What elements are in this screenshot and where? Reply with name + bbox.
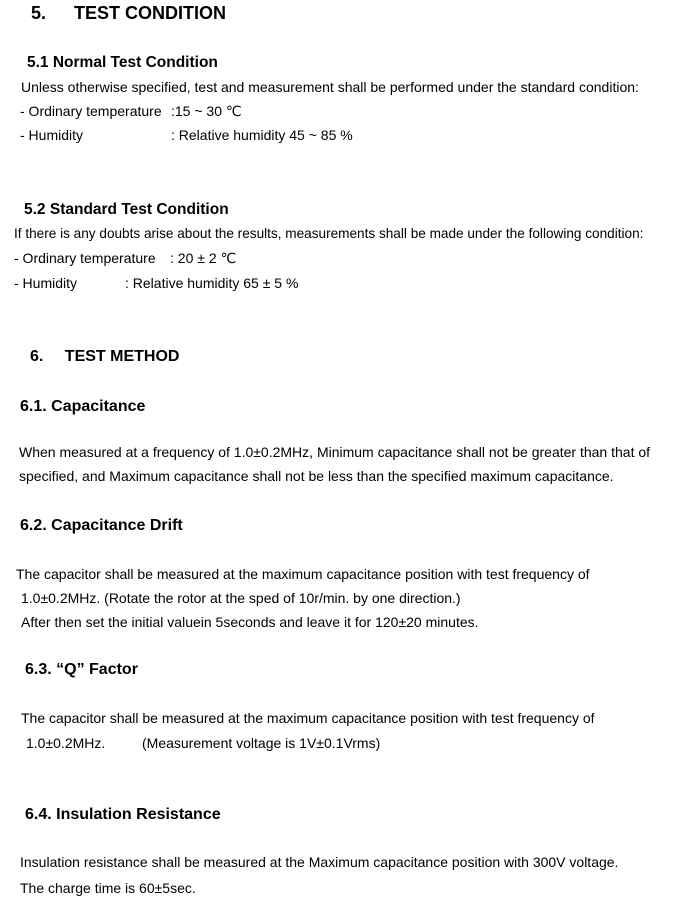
subsection-5-1-heading: 5.1 Normal Test Condition: [27, 54, 218, 71]
normal-temp-label: - Ordinary temperature: [20, 103, 162, 119]
subsection-6-3-line-2a: 1.0±0.2MHz.: [26, 735, 106, 751]
subsection-6-4-line-1: Insulation resistance shall be measured at the Maximum capacitance position with 300V voltage.: [20, 854, 619, 870]
subsection-6-3-line-2b: (Measurement voltage is 1V±0.1Vrms): [142, 735, 381, 751]
subsection-6-4-line-2: The charge time is 60±5sec.: [20, 880, 196, 896]
subsection-6-2-line-2: 1.0±0.2MHz. (Rotate the rotor at the sped of 10r/min. by one direction.): [21, 590, 461, 606]
section-5-heading: [31, 3, 226, 23]
standard-humidity-label: - Humidity: [14, 275, 78, 291]
normal-humidity-label: - Humidity: [20, 127, 84, 143]
subsection-6-3-heading: 6.3. “Q” Factor: [25, 661, 138, 678]
subsection-6-1-heading: 6.1. Capacitance: [20, 398, 146, 415]
subsection-6-4-heading: 6.4. Insulation Resistance: [25, 806, 221, 823]
standard-temp-value: : 20 ± 2 ℃: [170, 250, 237, 266]
subsection-5-1-intro: Unless otherwise specified, test and measurement shall be performed under the standard condition:: [21, 79, 639, 95]
section-6-number: 6.: [30, 348, 44, 365]
subsection-6-1-line-1: When measured at a frequency of 1.0±0.2MHz, Minimum capacitance shall not be greater than that of: [19, 444, 651, 460]
section-5-title: TEST CONDITION: [74, 3, 227, 23]
section-6-title: TEST METHOD: [64, 348, 180, 365]
subsection-6-3-line-1: The capacitor shall be measured at the maximum capacitance position with test frequency of: [21, 710, 595, 726]
subsection-5-2-heading: 5.2 Standard Test Condition: [24, 201, 229, 218]
subsection-6-2-line-3: After then set the initial valuein 5seconds and leave it for 120±20 minutes.: [21, 614, 479, 630]
normal-humidity-value: : Relative humidity 45 ~ 85 %: [171, 127, 353, 143]
standard-humidity-value: : Relative humidity 65 ± 5 %: [125, 275, 299, 291]
section-6-heading: [30, 348, 179, 366]
normal-temp-value: :15 ~ 30 ℃: [171, 103, 242, 119]
subsection-5-2-intro: If there is any doubts arise about the results, measurements shall be made under the following condition:: [14, 226, 644, 241]
standard-temp-label: - Ordinary temperature: [14, 250, 156, 266]
subsection-6-2-line-1: The capacitor shall be measured at the maximum capacitance position with test frequency of: [16, 566, 590, 582]
subsection-6-1-line-2: specified, and Maximum capacitance shall not be less than the specified maximum capacitance.: [19, 468, 614, 484]
subsection-6-2-heading: 6.2. Capacitance Drift: [20, 517, 183, 534]
section-5-number: 5.: [31, 3, 47, 23]
